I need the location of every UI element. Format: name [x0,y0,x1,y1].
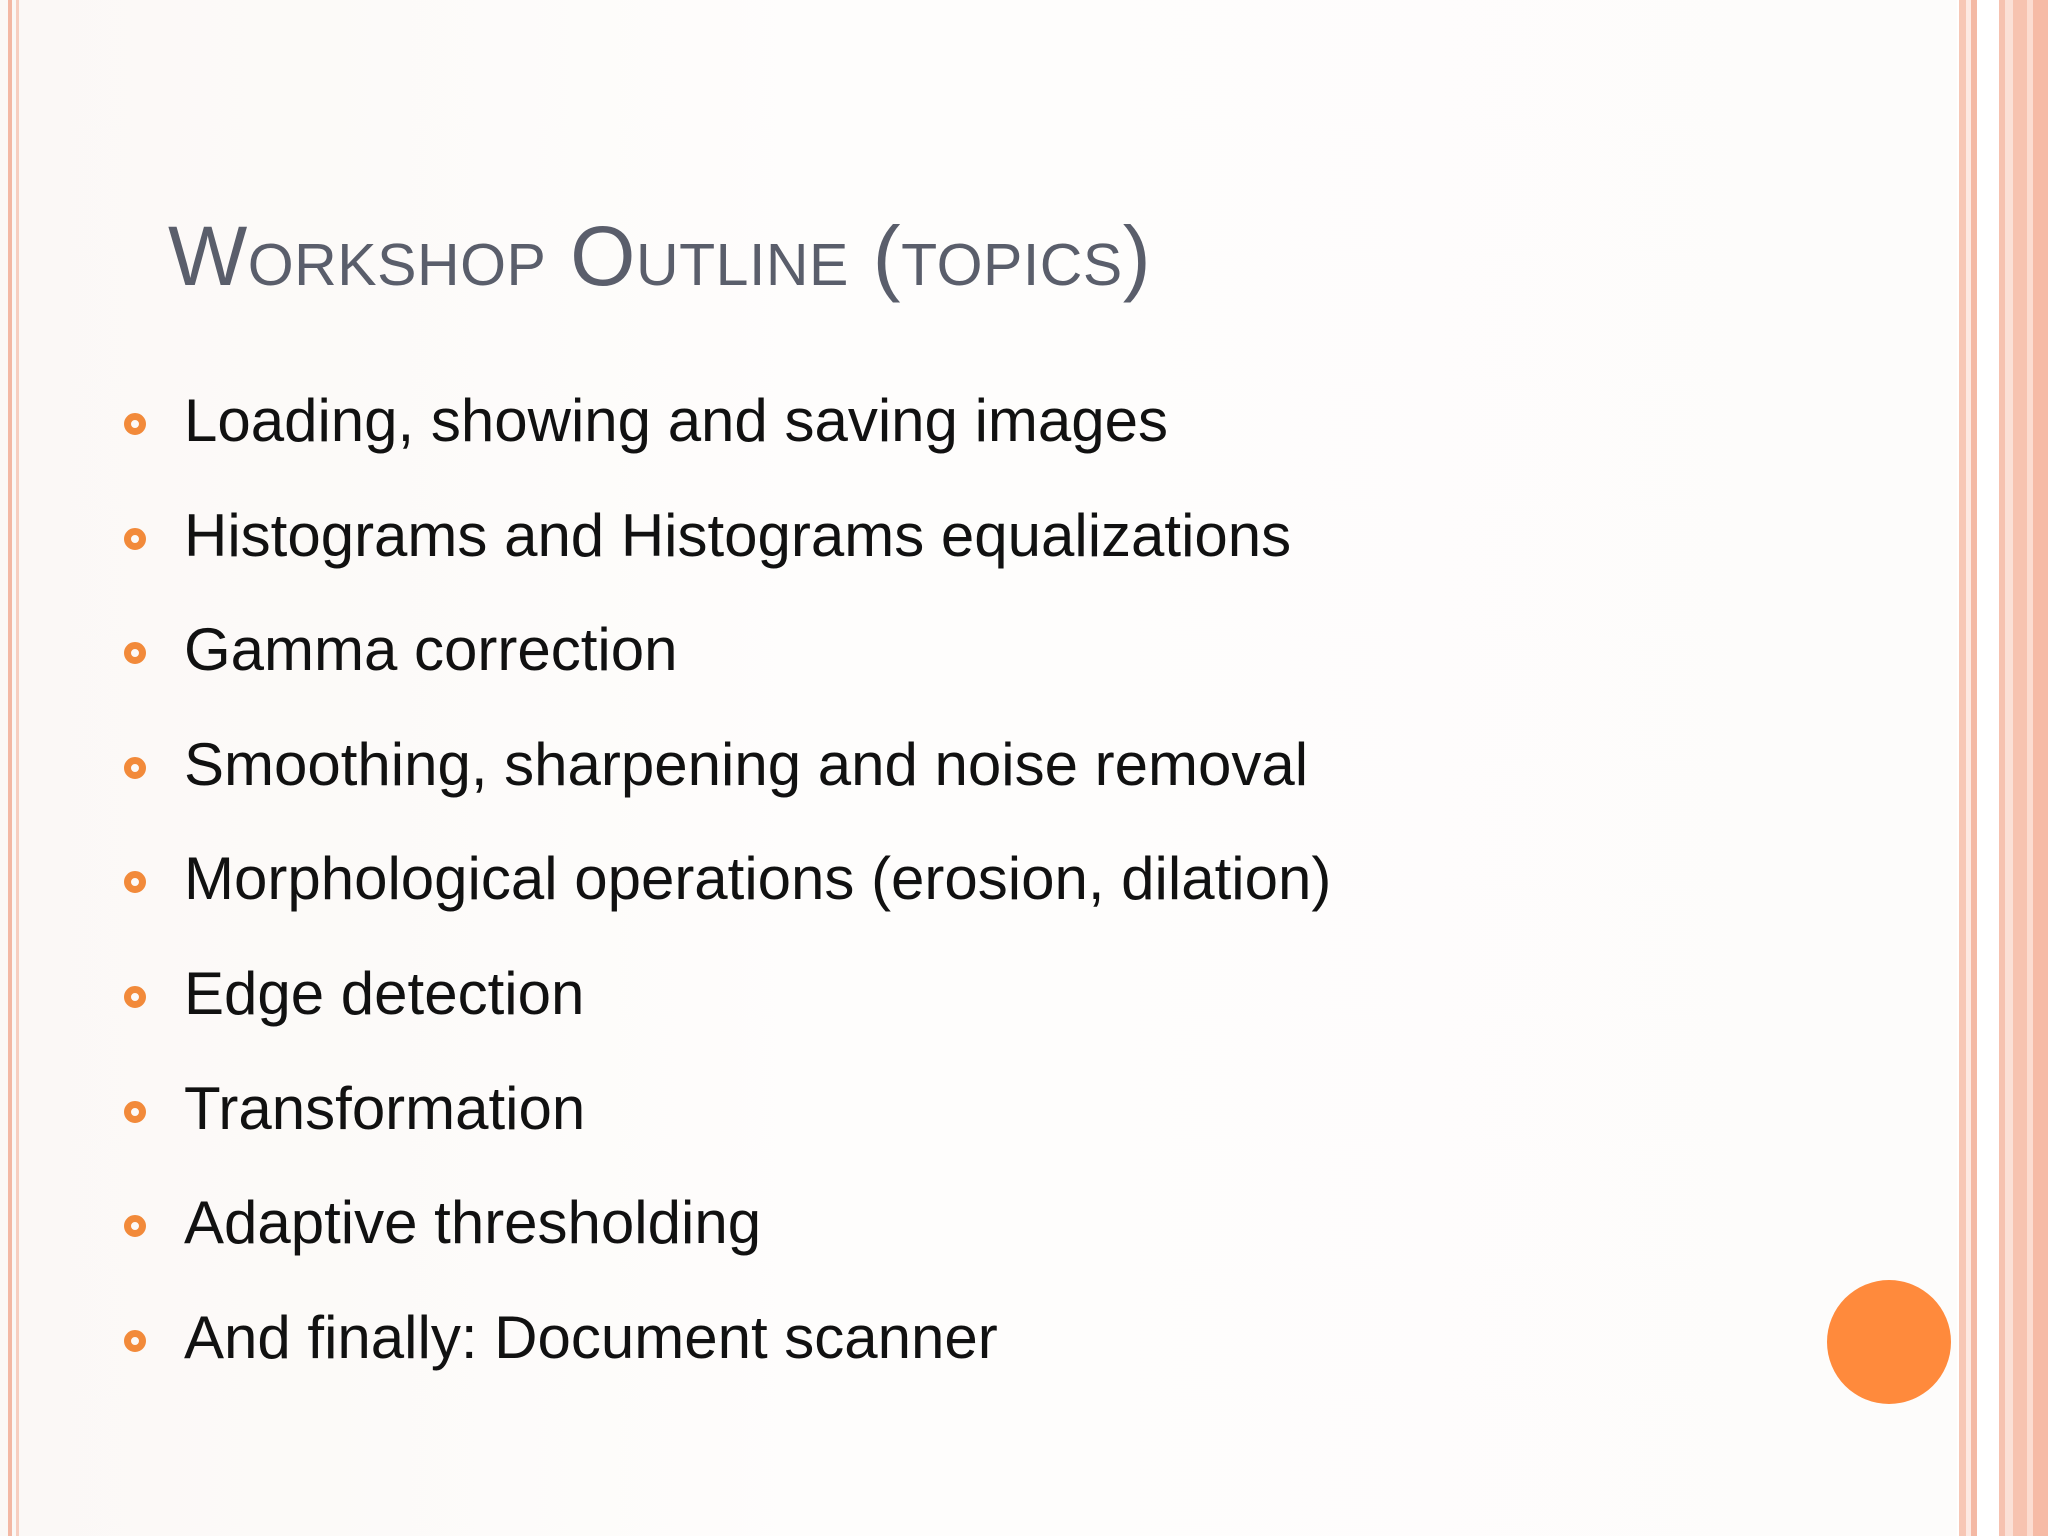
bullet-list [124,380,1331,1411]
list-item [124,380,1331,495]
hollow-circle-bullet-icon [124,1215,146,1237]
list-item [124,724,1331,839]
bullet-text: Smoothing, sharpening and noise removal [184,730,1309,798]
list-item [124,1297,1331,1412]
list-item [124,1182,1331,1297]
list-item [124,609,1331,724]
hollow-circle-bullet-icon [124,642,146,664]
bullet-text: Transformation [184,1074,586,1142]
hollow-circle-bullet-icon [124,1330,146,1352]
list-item [124,1068,1331,1183]
right-decorative-stripes [1957,0,2048,1536]
hollow-circle-bullet-icon [124,986,146,1008]
decorative-orange-dot [1827,1280,1951,1404]
bullet-text: And finally: Document scanner [184,1303,998,1371]
left-border-line [8,0,12,1536]
slide-title: Workshop Outline (topics) [168,209,1152,303]
bullet-text: Loading, showing and saving images [184,387,1168,454]
hollow-circle-bullet-icon [124,528,146,550]
bullet-text: Morphological operations (erosion, dilation) [184,845,1332,913]
left-border-line-inner [16,0,19,1536]
list-item [124,838,1331,953]
hollow-circle-bullet-icon [124,871,146,893]
list-item [124,953,1331,1068]
bullet-text: Gamma correction [184,616,678,684]
bullet-text: Histograms and Histograms equalizations [184,501,1292,569]
list-item [124,495,1331,610]
bullet-text: Edge detection [184,959,585,1027]
hollow-circle-bullet-icon [124,413,146,435]
hollow-circle-bullet-icon [124,1101,146,1123]
hollow-circle-bullet-icon [124,757,146,779]
bullet-text: Adaptive thresholding [184,1189,762,1257]
